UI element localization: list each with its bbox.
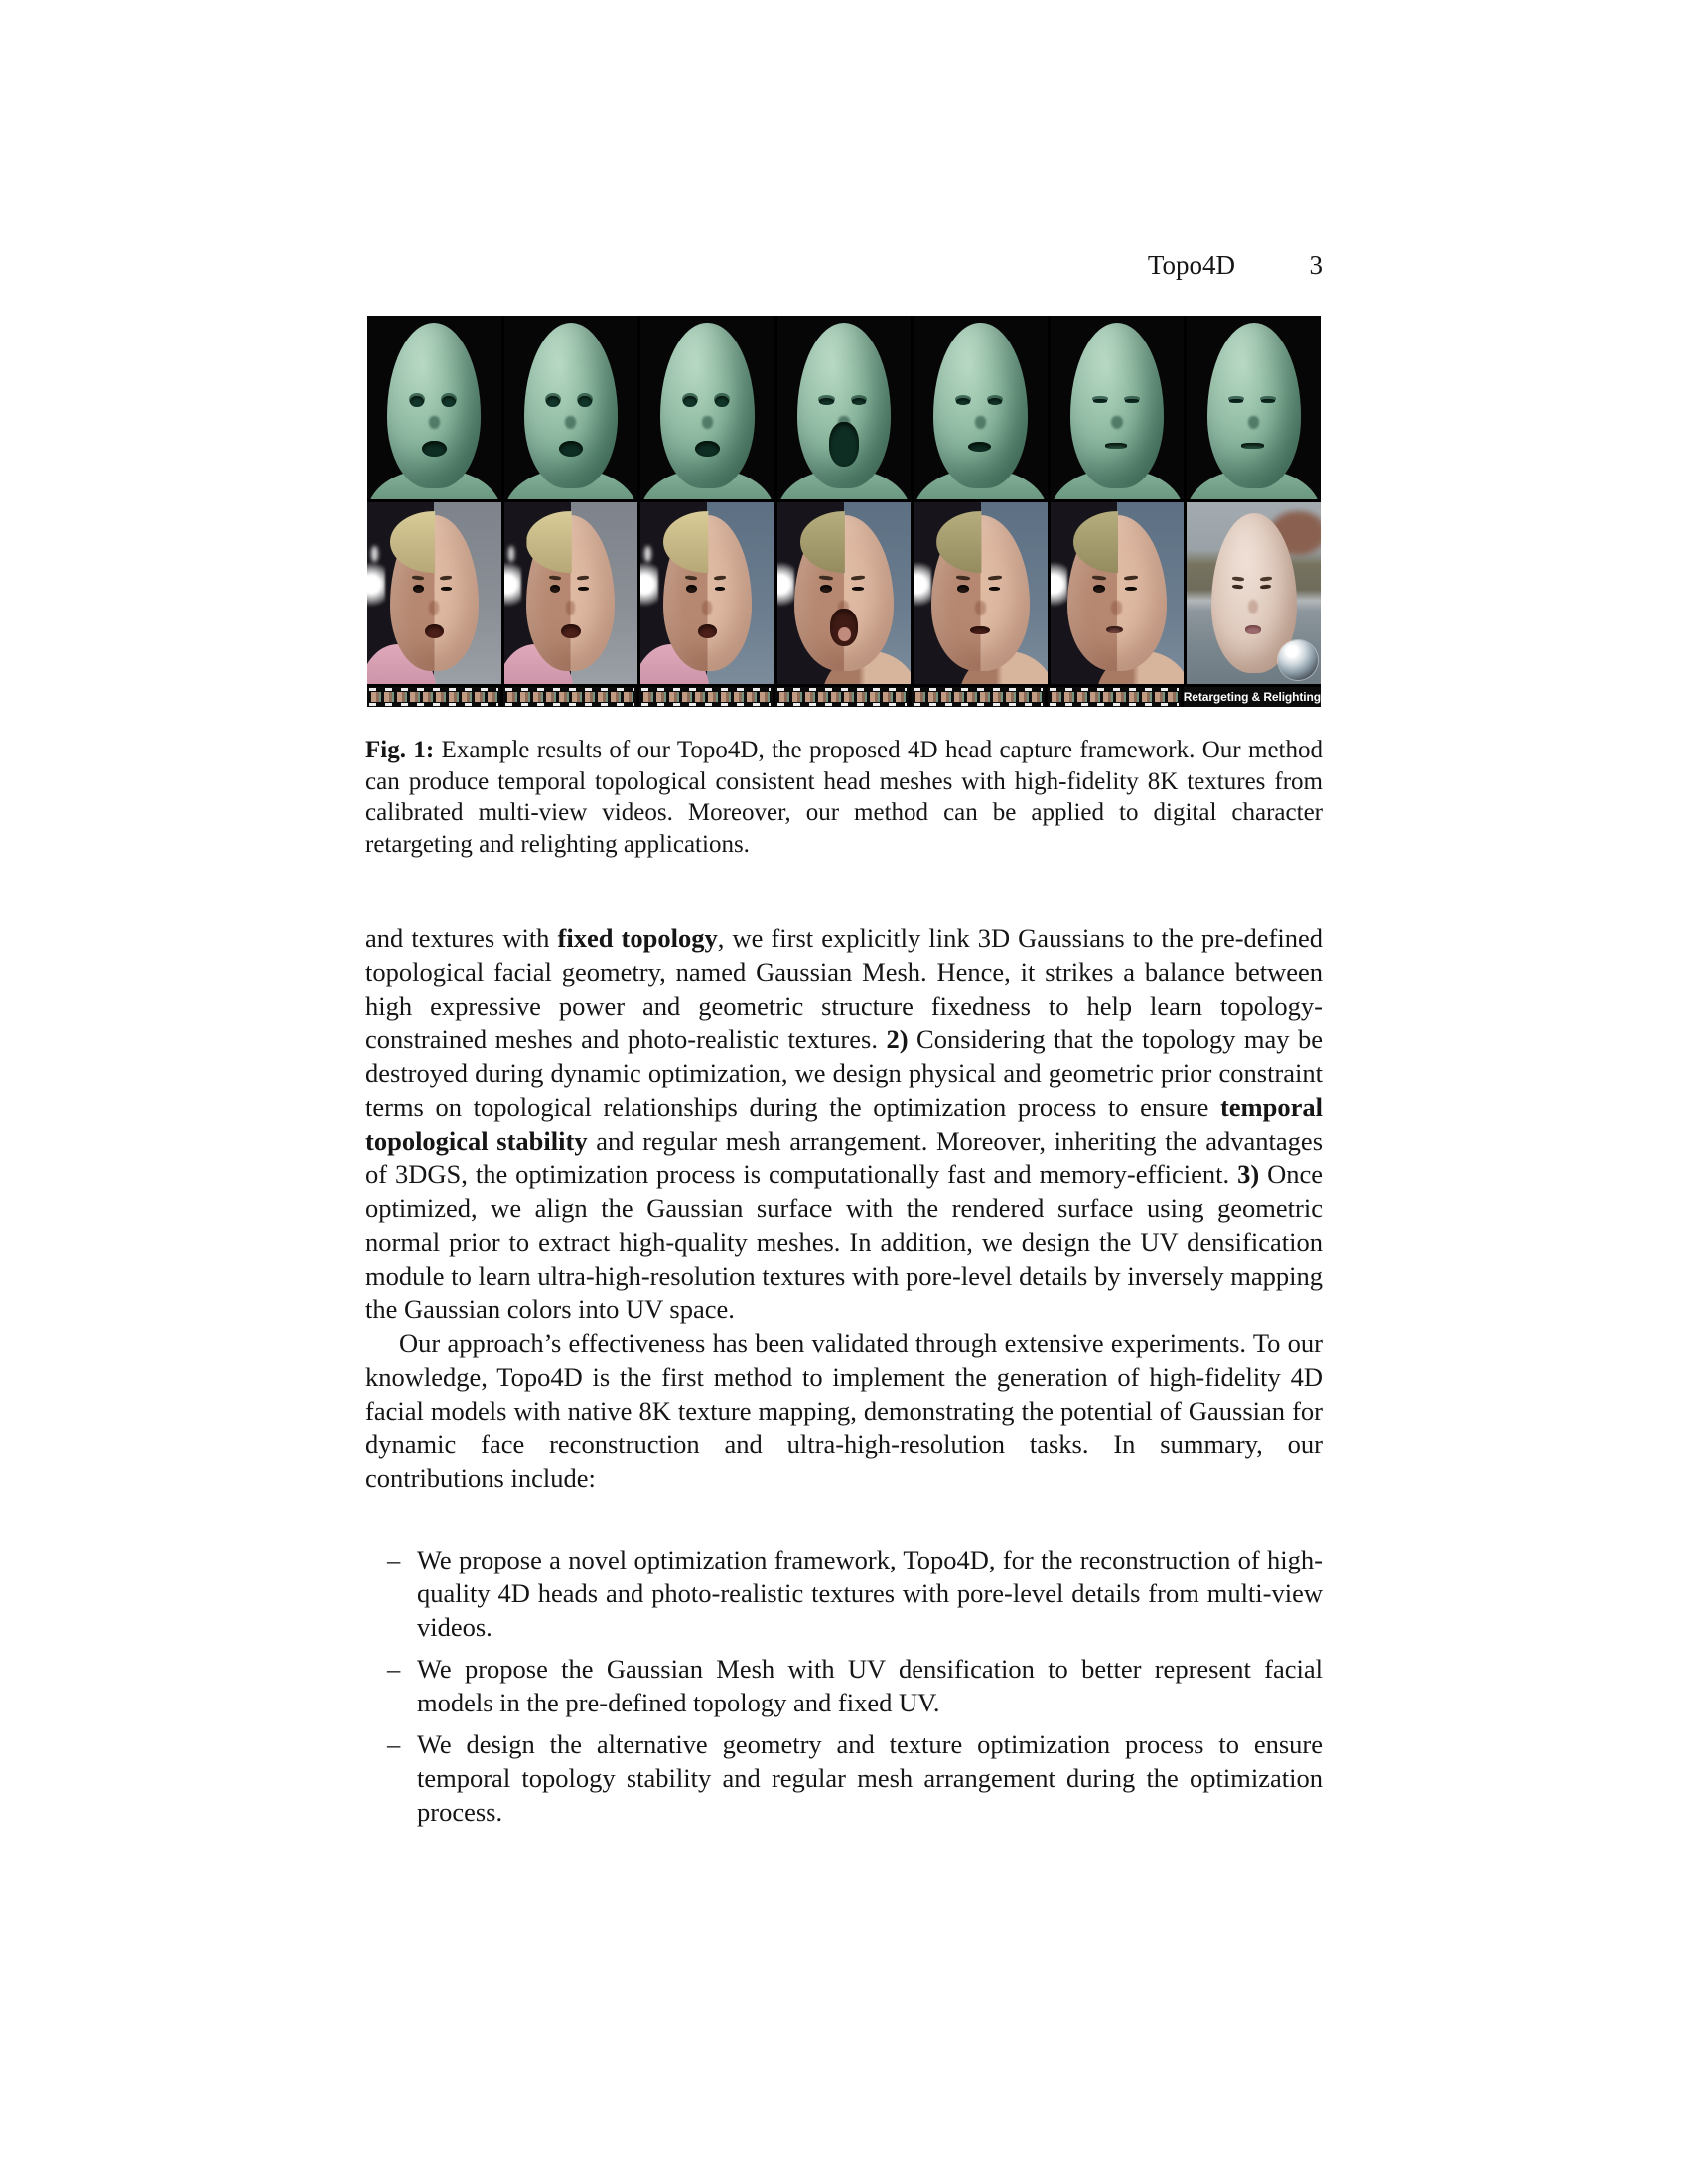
photo-panel-4 [777,502,912,684]
render-row [367,502,1321,684]
body-paragraph-1: and textures with fixed topology, we first explicitly link 3D Gaussians to the pre-defined topological facial geometry, named Gaussian Mesh. Hence, it strikes a balance between high expressive power and geometric structure fixedness to help learn topology-constrained meshes and photo-realistic textures. 2) Considering that the topology may be destroyed during dynamic optimization, we design physical and geometric prior constraint terms on topological relationships during the optimization process to ensure temporal topological stability and regular mesh arrangement. Moreover, inheriting the advantages of 3DGS, the optimization process is computationally fast and memory-efficient. 3) Once optimized, we align the Gaussian surface with the rendered surface using geometric normal prior to extract high-quality meshes. In addition, we design the UV densification module to learn ultra-high-resolution textures with pore-level details by inversely mapping the Gaussian colors into UV space. [365,923,1324,1324]
mesh-panel-5 [914,316,1048,499]
mesh-panel-4 [777,316,912,499]
figure-caption [365,735,1323,860]
figure-1 [367,316,1321,707]
page-number: 3 [1309,250,1323,280]
environment-sphere [1278,640,1318,680]
relight-panel [1187,502,1321,684]
mesh-panel-7 [1187,316,1321,499]
filmstrip-row [367,687,1321,707]
running-title: Topo4D [1147,250,1235,280]
retargeting-relighting-label: Retargeting & Relighting [1184,687,1321,707]
body-paragraph-2: Our approach’s effectiveness has been validated through extensive experiments. To our knowledge, Topo4D is the first method to implement the generation of high-fidelity 4D facial models with native 8K texture mapping, demonstrating the potential of Gaussian for dynamic face reconstruction and ultra-high-resolution tasks. In summary, our contributions include: [365,1328,1323,1493]
caption-label: Fig. 1: [365,737,435,763]
contribution-item-1 [365,1543,1323,1644]
running-header [365,250,1323,281]
mesh-panel-3 [640,316,774,499]
bullet-dash: – [387,1545,401,1574]
caption-text: Example results of our Topo4D, the proposed 4D head capture framework. Our method can produce temporal topological consistent head meshes with high-fidelity 8K textures from calibrated multi-view videos. Moreover, our method can be applied to digital character retargeting and relighting applications. [365,737,1323,858]
mesh-panel-6 [1051,316,1185,499]
photo-panel-5 [914,502,1048,684]
contributions-list [365,1543,1323,1829]
contribution-text-2: We propose the Gaussian Mesh with UV densification to better represent facial models in the pre-defined topology and fixed UV. [417,1654,1323,1717]
contribution-text-3: We design the alternative geometry and texture optimization process to ensure temporal topology stability and regular mesh arrangement during the optimization process. [417,1729,1323,1827]
body-text [365,921,1323,1837]
photo-panel-6 [1051,502,1185,684]
photo-panel-3 [640,502,774,684]
mesh-panel-2 [504,316,638,499]
filmstrip-6 [1048,687,1181,707]
mesh-row [367,316,1321,499]
mesh-head [387,323,481,488]
filmstrip-2 [503,687,636,707]
mesh-panel-1 [367,316,501,499]
contribution-item-3 [365,1727,1323,1829]
filmstrip-4 [775,687,909,707]
filmstrip-1 [367,687,500,707]
photo-panel-1 [367,502,501,684]
filmstrip-5 [912,687,1045,707]
bullet-dash: – [387,1654,401,1684]
contribution-item-2 [365,1652,1323,1719]
bullet-dash: – [387,1729,401,1759]
photo-panel-2 [504,502,638,684]
filmstrip-3 [639,687,773,707]
contribution-text-1: We propose a novel optimization framework, Topo4D, for the reconstruction of high-quality 4D heads and photo-realistic textures with pore-level details from multi-view videos. [417,1545,1323,1642]
